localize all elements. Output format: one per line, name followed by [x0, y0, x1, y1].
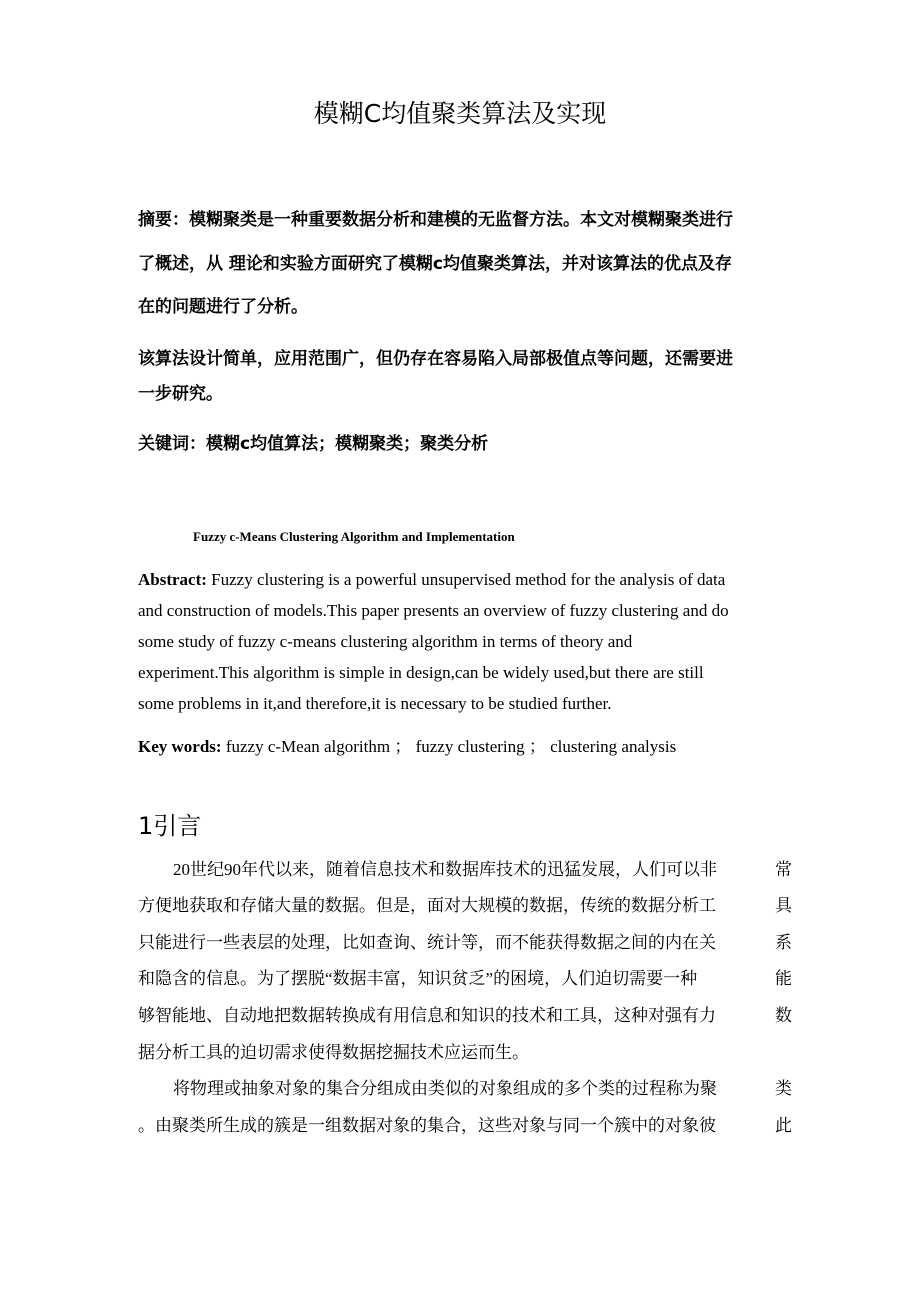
body-text: 据分析工具的迫切需求使得数据挖掘技术应运而生。	[138, 1043, 529, 1062]
abstract-cn-p2-line-1: 该算法设计简单，应用范围广，但仍存在容易陷入局部极值点等问题，还需要进	[138, 349, 733, 369]
body-text: 将物理或抽象对象的集合分组成由类似的对象组成的多个类的过程称为聚	[173, 1079, 717, 1098]
english-title: Fuzzy c-Means Clustering Algorithm and Implementation	[193, 529, 515, 544]
keywords-en	[138, 732, 676, 757]
abstract-en-text: Fuzzy clustering is a powerful unsupervised method for the analysis of data	[206, 570, 726, 589]
body-text-end: 常	[775, 860, 792, 879]
abstract-en-line-3: some study of fuzzy c-means clustering algorithm in terms of theory and	[138, 632, 633, 651]
body-text-end: 类	[775, 1079, 792, 1098]
keywords-cn-text: 模糊c均值算法；模糊聚类；聚类分析	[206, 434, 489, 454]
paper-title: 模糊C均值聚类算法及实现	[313, 99, 607, 128]
body-text-end: 能	[775, 969, 792, 988]
abstract-en-line-5: some problems in it,and therefore,it is necessary to be studied further.	[138, 694, 612, 713]
keywords-cn-label: 关键词：	[138, 434, 206, 454]
body-line	[138, 891, 792, 916]
body-text: 够智能地、自动地把数据转换成有用信息和知识的技术和工具，这种对强有力	[138, 1006, 716, 1025]
keywords-en-text: fuzzy c-Mean algorithm ； fuzzy clustering ； clustering analysis	[221, 737, 677, 756]
body-line	[173, 1074, 792, 1099]
body-text-end: 具	[775, 896, 792, 915]
body-text-end: 此	[775, 1116, 792, 1135]
abstract-cn-line-1	[138, 205, 733, 230]
body-text: 20世纪90年代以来，随着信息技术和数据库技术的迅猛发展，人们可以非	[173, 860, 717, 879]
keywords-en-label: Key words:	[138, 737, 222, 756]
abstract-cn-line-3: 在的问题进行了分析。	[138, 297, 308, 317]
body-text-end: 系	[775, 933, 792, 952]
abstract-en-line-1	[138, 570, 725, 590]
abstract-en-label: Abstract:	[138, 570, 207, 589]
abstract-cn-label: 摘要	[138, 210, 172, 230]
body-line	[138, 928, 792, 953]
keywords-cn	[138, 429, 488, 454]
body-text: 和隐含的信息。为了摆脱“数据丰富，知识贫乏”的困境，人们迫切需要一种	[138, 969, 698, 988]
body-line	[138, 964, 792, 989]
body-text: 方便地获取和存储大量的数据。但是，面对大规模的数据，传统的数据分析工	[138, 896, 716, 915]
abstract-cn-line-2: 了概述，从 理论和实验方面研究了模糊c均值聚类算法，并对该算法的优点及存	[138, 254, 732, 274]
body-line	[138, 1038, 792, 1063]
body-line	[173, 855, 792, 880]
body-line	[138, 1111, 792, 1136]
abstract-en-line-4: experiment.This algorithm is simple in design,can be widely used,but there are still	[138, 663, 704, 682]
abstract-cn-text: ：模糊聚类是一种重要数据分析和建模的无监督方法。本文对模糊聚类进行	[172, 210, 733, 230]
abstract-cn-p2-line-2: 一步研究。	[138, 384, 223, 404]
body-text: 只能进行一些表层的处理，比如查询、统计等，而不能获得数据之间的内在关	[138, 933, 716, 952]
body-line	[138, 1001, 792, 1026]
body-text: 。由聚类所生成的簇是一组数据对象的集合，这些对象与同一个簇中的对象彼	[138, 1116, 716, 1135]
body-text-end: 数	[775, 1006, 792, 1025]
abstract-en-line-2: and construction of models.This paper presents an overview of fuzzy clustering and do	[138, 601, 729, 620]
section-heading: 1引言	[138, 812, 202, 840]
